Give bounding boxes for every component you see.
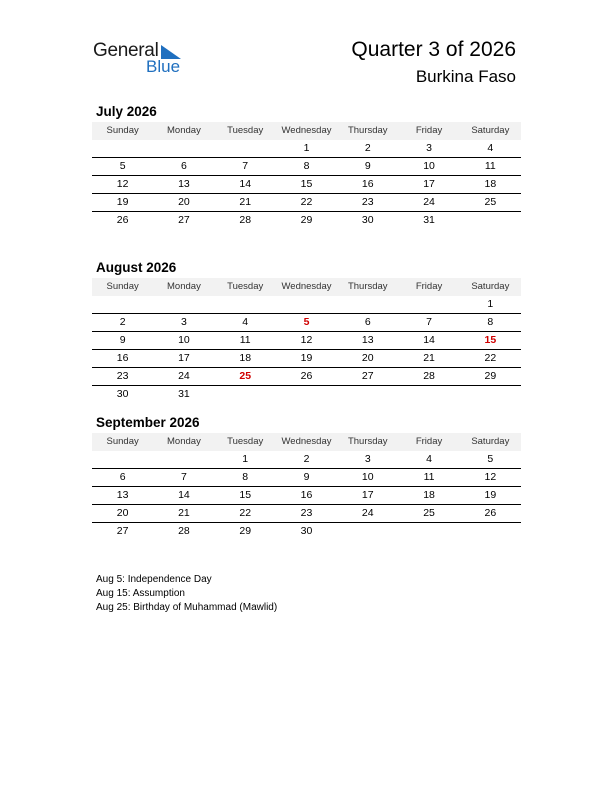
day-cell: 6 [364, 316, 371, 328]
holiday-note: Aug 5: Independence Day [96, 574, 212, 585]
week-row [92, 296, 521, 314]
day-cell: 15 [300, 178, 313, 190]
weekday-label: Wednesday [281, 436, 332, 447]
day-cell: 3 [426, 142, 432, 154]
day-cell: 4 [426, 453, 432, 465]
day-cell: 16 [361, 178, 374, 190]
day-cell: 25 [484, 196, 497, 208]
weekday-label: Sunday [106, 281, 139, 292]
weekday-label: Friday [415, 436, 443, 447]
day-cell: 11 [423, 471, 435, 483]
day-cell: 25 [423, 507, 435, 519]
day-cell: 18 [423, 489, 435, 501]
day-cell: 7 [181, 471, 187, 483]
day-cell [92, 140, 153, 157]
day-cell: 5 [119, 160, 126, 172]
weekday-header [92, 433, 521, 451]
day-cell [92, 296, 153, 313]
day-cell: 8 [303, 160, 310, 172]
day-cell: 16 [300, 489, 313, 501]
day-cell: 27 [178, 214, 190, 226]
day-cell: 19 [484, 489, 497, 501]
day-cell: 12 [484, 471, 497, 483]
week-row [92, 487, 521, 505]
week-row [92, 314, 521, 332]
month-title: August 2026 [96, 260, 177, 275]
day-cell: 9 [303, 471, 310, 483]
country-name: Burkina Faso [415, 67, 516, 86]
day-cell: 26 [484, 507, 497, 519]
day-cell: 24 [423, 196, 435, 208]
day-cell: 1 [242, 453, 249, 465]
week-row [92, 176, 521, 194]
weekday-label: Thursday [347, 436, 388, 447]
weekday-label: Monday [167, 436, 201, 447]
day-cell [153, 451, 214, 468]
day-cell: 4 [487, 142, 494, 154]
month-calendar-august [92, 258, 521, 403]
day-cell: 18 [239, 352, 252, 364]
week-row [92, 350, 521, 368]
holiday-notes [96, 573, 277, 615]
month-title: July 2026 [96, 104, 157, 119]
day-cell: 21 [239, 196, 252, 208]
day-cell [215, 140, 276, 157]
day-cell: 24 [361, 507, 374, 519]
month-grid [92, 451, 521, 540]
day-cell [337, 386, 398, 403]
week-row [92, 194, 521, 212]
page-title: Quarter 3 of 2026 [351, 38, 516, 61]
day-cell: 19 [300, 352, 313, 364]
day-cell: 12 [116, 178, 129, 190]
day-cell: 11 [239, 334, 251, 346]
day-cell: 14 [239, 178, 252, 190]
day-cell: 14 [423, 334, 435, 346]
day-cell: 26 [116, 214, 129, 226]
day-cell: 20 [116, 507, 129, 519]
day-cell: 13 [361, 334, 374, 346]
day-cell [215, 386, 276, 403]
logo-text-blue: Blue [146, 57, 181, 76]
day-cell [460, 386, 521, 403]
weekday-label: Wednesday [281, 125, 332, 136]
day-cell: 14 [178, 489, 190, 501]
generalblue-logo [93, 40, 193, 80]
weekday-label: Tuesday [227, 436, 264, 447]
day-cell: 31 [178, 388, 190, 400]
week-row [92, 469, 521, 487]
day-cell: 19 [116, 196, 129, 208]
weekday-label: Monday [167, 125, 201, 136]
day-cell: 23 [116, 370, 129, 382]
day-cell: 2 [119, 316, 126, 328]
day-cell [215, 296, 276, 313]
holiday-day-cell: 15 [484, 334, 497, 346]
day-cell: 9 [364, 160, 371, 172]
day-cell [92, 451, 153, 468]
day-cell: 2 [364, 142, 371, 154]
weekday-label: Saturday [471, 125, 510, 136]
day-cell: 18 [484, 178, 497, 190]
week-row [92, 523, 521, 540]
day-cell: 10 [178, 334, 190, 346]
day-cell: 13 [178, 178, 190, 190]
day-cell [460, 212, 521, 229]
day-cell: 10 [423, 160, 435, 172]
day-cell [460, 523, 521, 540]
day-cell [276, 296, 337, 313]
holiday-note: Aug 15: Assumption [96, 588, 185, 599]
month-title: September 2026 [96, 415, 200, 430]
day-cell: 17 [178, 352, 190, 364]
weekday-label: Saturday [471, 436, 510, 447]
day-cell: 8 [487, 316, 494, 328]
day-cell: 21 [423, 352, 435, 364]
weekday-label: Friday [415, 125, 443, 136]
day-cell: 20 [361, 352, 374, 364]
day-cell: 29 [484, 370, 497, 382]
day-cell: 17 [423, 178, 435, 190]
weekday-header [92, 122, 521, 140]
month-grid [92, 296, 521, 403]
day-cell: 10 [361, 471, 374, 483]
day-cell [337, 523, 398, 540]
day-cell: 9 [119, 334, 126, 346]
day-cell: 26 [300, 370, 313, 382]
day-cell: 23 [361, 196, 374, 208]
week-row [92, 505, 521, 523]
week-row [92, 386, 521, 403]
weekday-label: Monday [167, 281, 201, 292]
day-cell: 20 [178, 196, 190, 208]
weekday-label: Saturday [471, 281, 510, 292]
day-cell: 29 [239, 525, 252, 537]
week-row [92, 140, 521, 158]
weekday-label: Thursday [347, 281, 388, 292]
day-cell: 17 [361, 489, 374, 501]
day-cell: 28 [239, 214, 252, 226]
day-cell: 24 [178, 370, 190, 382]
weekday-label: Friday [415, 281, 443, 292]
day-cell [276, 386, 337, 403]
month-grid [92, 140, 521, 229]
day-cell: 31 [423, 214, 435, 226]
day-cell [153, 140, 214, 157]
weekday-header [92, 278, 521, 296]
month-calendar-july [92, 102, 521, 229]
day-cell [153, 296, 214, 313]
holiday-day-cell: 25 [239, 370, 252, 382]
weekday-label: Tuesday [227, 281, 264, 292]
day-cell: 28 [423, 370, 435, 382]
day-cell: 8 [242, 471, 249, 483]
day-cell: 30 [361, 214, 374, 226]
day-cell [337, 296, 398, 313]
weekday-label: Thursday [347, 125, 388, 136]
day-cell: 7 [242, 160, 249, 172]
week-row [92, 158, 521, 176]
weekday-label: Wednesday [281, 281, 332, 292]
day-cell: 13 [116, 489, 129, 501]
day-cell [398, 523, 459, 540]
weekday-label: Sunday [106, 436, 139, 447]
day-cell: 22 [300, 196, 313, 208]
day-cell: 3 [364, 453, 371, 465]
day-cell: 7 [426, 316, 432, 328]
day-cell: 28 [178, 525, 190, 537]
day-cell: 22 [484, 352, 497, 364]
day-cell: 30 [300, 525, 313, 537]
month-calendar-september [92, 413, 521, 540]
day-cell: 21 [178, 507, 190, 519]
day-cell: 27 [361, 370, 374, 382]
day-cell: 6 [181, 160, 187, 172]
day-cell: 30 [116, 388, 129, 400]
day-cell: 15 [239, 489, 252, 501]
day-cell: 22 [239, 507, 252, 519]
day-cell [398, 386, 459, 403]
day-cell: 27 [116, 525, 129, 537]
day-cell: 29 [300, 214, 313, 226]
day-cell: 4 [242, 316, 249, 328]
day-cell: 3 [181, 316, 187, 328]
day-cell: 23 [300, 507, 313, 519]
day-cell: 16 [116, 352, 129, 364]
day-cell: 2 [303, 453, 310, 465]
week-row [92, 368, 521, 386]
week-row [92, 332, 521, 350]
day-cell [398, 296, 459, 313]
weekday-label: Tuesday [227, 125, 264, 136]
day-cell: 12 [300, 334, 313, 346]
day-cell: 1 [487, 298, 494, 310]
weekday-label: Sunday [106, 125, 139, 136]
day-cell: 6 [119, 471, 126, 483]
logo-text-general: General [93, 40, 159, 61]
day-cell: 11 [484, 160, 496, 172]
holiday-note: Aug 25: Birthday of Muhammad (Mawlid) [96, 602, 278, 613]
week-row [92, 451, 521, 469]
day-cell: 1 [303, 142, 310, 154]
day-cell: 5 [487, 453, 494, 465]
week-row [92, 212, 521, 229]
holiday-day-cell: 5 [303, 316, 310, 328]
